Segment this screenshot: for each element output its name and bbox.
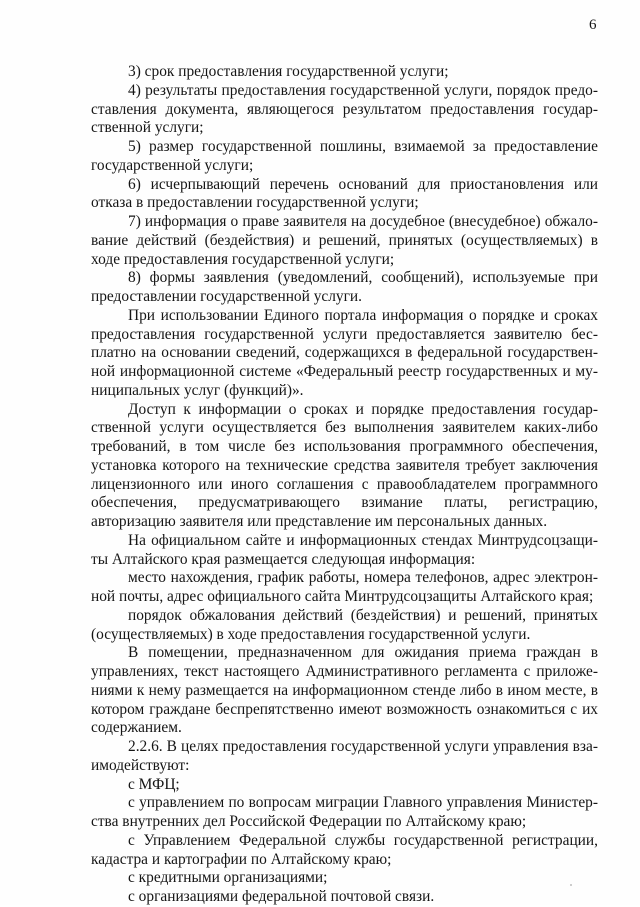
paragraph-location-info: место нахождения, график работы, номера телефонов, адрес электронной почты, адрес официального сайта Минтрудсоцзащиты Алтайского края; <box>91 569 598 605</box>
paragraph-access-info: Доступ к информации о сроках и порядке предоставления государственной услуги осуществляется без выполнения заявителем каких-либо требований, в том числе без использования программного обеспечения, установка которого на технические средства заявителя требует заключения лицензионного или иного соглашения с правообладателем программного обеспечения, предусматривающего взимание платы, регистрацию, авторизацию заявителя или представление им персональных данных. <box>91 400 598 530</box>
document-body <box>91 63 598 907</box>
paragraph-with-rosreestr: с Управлением Федеральной службы государственной регистрации, кадастра и картографии по Алтайскому краю; <box>91 831 598 868</box>
scan-speck <box>570 884 572 886</box>
page-number: 6 <box>589 17 597 33</box>
paragraph-item-7: 7) информация о праве заявителя на досудебное (внесудебное) обжалование действий (бездействия) и решений, принятых (осуществляемых) в ходе предоставления государственной услуги; <box>91 213 598 268</box>
paragraph-item-6: 6) исчерпывающий перечень оснований для приостановления или отказа в предоставлении государственной услуги; <box>91 175 598 212</box>
paragraph-item-4: 4) результаты предоставления государственной услуги, порядок предоставления документа, являющегося результатом предоставления государственной услуги; <box>91 81 598 137</box>
paragraph-unified-portal: При использовании Единого портала информация о порядке и сроках предоставления государственной услуги предоставляется заявителю бесплатно на основании сведений, содержащихся в федеральной государственной информационной системе «Федеральный реестр государственных и муниципальных услуг (функций)». <box>91 306 598 399</box>
paragraph-item-3: 3) срок предоставления государственной услуги; <box>128 63 449 80</box>
paragraph-with-migration: с управлением по вопросам миграции Главного управления Министерства внутренних дел Российской Федерации по Алтайскому краю; <box>91 794 598 830</box>
paragraph-appeal-procedure: порядок обжалования действий (бездействия) и решений, принятых (осуществляемых) в ходе предоставления государственной услуги. <box>91 606 598 643</box>
paragraph-official-site: На официальном сайте и информационных стендах Минтрудсоцзащиты Алтайского края размещается следующая информация: <box>91 531 598 568</box>
paragraph-with-credit-orgs: с кредитными организациями; <box>128 869 328 887</box>
paragraph-item-5: 5) размер государственной пошлины, взимаемой за предоставление государственной услуги; <box>91 138 598 174</box>
paragraph-with-postal: с организациями федеральной почтовой связи. <box>128 888 435 905</box>
paragraph-waiting-room: В помещении, предназначенном для ожидания приема граждан в управлениях, текст настоящего Административного регламента с приложениями к нему размещается на информационном стенде либо в ином месте, в котором граждане беспрепятственно имеют возможность ознакомиться с их содержанием. <box>91 644 598 737</box>
paragraph-item-8: 8) формы заявления (уведомлений, сообщений), используемые при предоставлении государственной услуги. <box>91 269 598 305</box>
paragraph-section-2-2-6: 2.2.6. В целях предоставления государственной услуги управления взаимодействуют: <box>91 738 598 774</box>
paragraph-with-mfc: с МФЦ; <box>128 775 180 793</box>
